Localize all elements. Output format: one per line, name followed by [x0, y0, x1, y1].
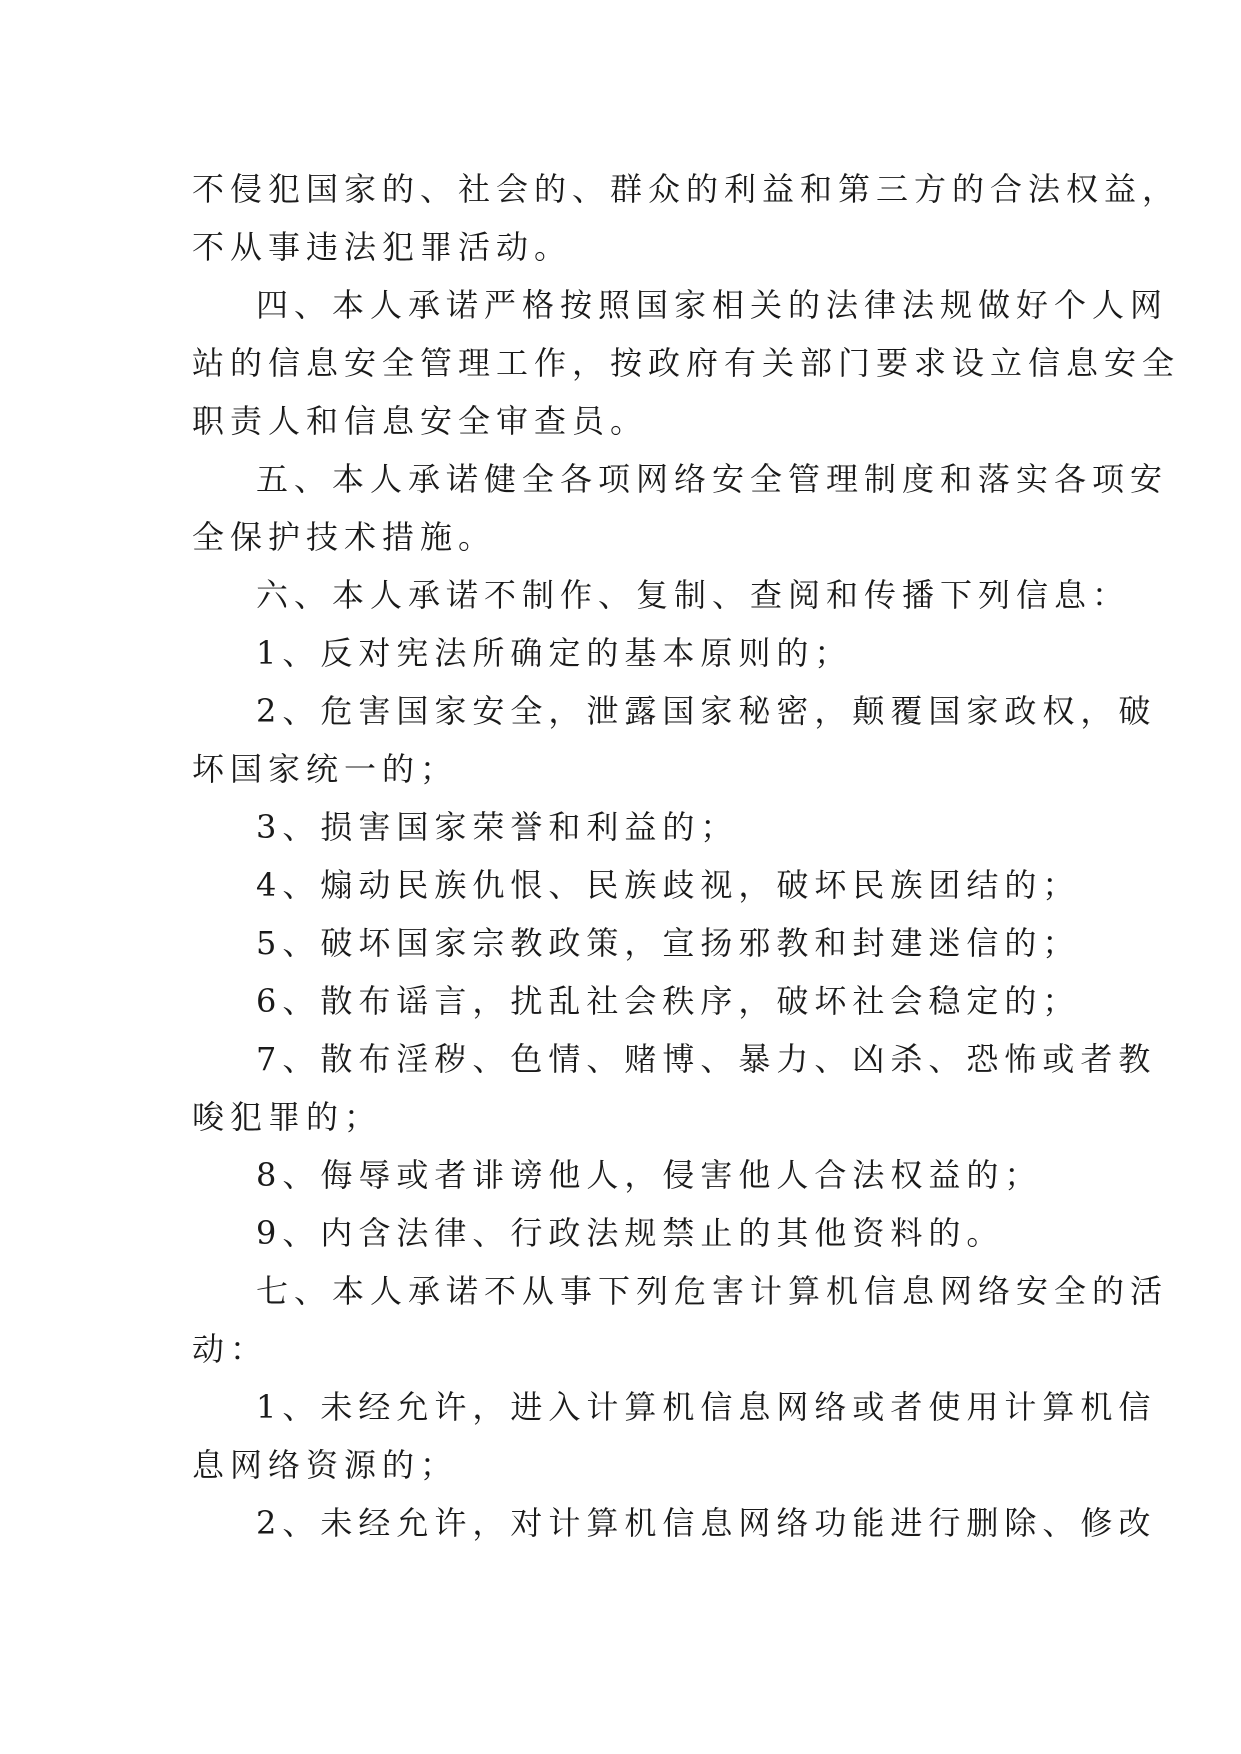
text-line: 动：	[192, 1330, 269, 1368]
text-line: 站的信息安全管理工作，按政府有关部门要求设立信息安全	[192, 344, 1181, 382]
text-line: 全保护技术措施。	[192, 518, 497, 556]
text-line: 坏国家统一的；	[192, 750, 459, 788]
text-line: 1、反对宪法所确定的基本原则的；	[256, 634, 853, 672]
text-line: 6、散布谣言，扰乱社会秩序，破坏社会稳定的；	[256, 982, 1081, 1020]
text-line: 职责人和信息安全审查员。	[192, 402, 649, 440]
text-line: 息网络资源的；	[192, 1446, 459, 1484]
text-line: 不侵犯国家的、社会的、群众的利益和第三方的合法权益，	[192, 170, 1181, 208]
text-line: 4、煽动民族仇恨、民族歧视，破坏民族团结的；	[256, 866, 1081, 904]
text-line: 2、危害国家安全，泄露国家秘密，颠覆国家政权，破	[256, 692, 1157, 730]
text-line: 3、损害国家荣誉和利益的；	[256, 808, 739, 846]
text-line: 9、内含法律、行政法规禁止的其他资料的。	[256, 1214, 1005, 1252]
text-line: 七、本人承诺不从事下列危害计算机信息网络安全的活	[256, 1272, 1169, 1310]
text-line: 五、本人承诺健全各项网络安全管理制度和落实各项安	[256, 460, 1169, 498]
text-line: 六、本人承诺不制作、复制、查阅和传播下列信息：	[256, 576, 1131, 614]
text-line: 不从事违法犯罪活动。	[192, 228, 573, 266]
document-body	[192, 160, 1181, 1552]
text-line: 2、未经允许，对计算机信息网络功能进行删除、修改	[256, 1504, 1157, 1542]
text-line: 唆犯罪的；	[192, 1098, 383, 1136]
text-line: 四、本人承诺严格按照国家相关的法律法规做好个人网	[256, 286, 1169, 324]
text-line: 7、散布淫秽、色情、赌博、暴力、凶杀、恐怖或者教	[256, 1040, 1157, 1078]
text-line: 1、未经允许，进入计算机信息网络或者使用计算机信	[256, 1388, 1157, 1426]
text-line: 5、破坏国家宗教政策，宣扬邪教和封建迷信的；	[256, 924, 1081, 962]
text-line: 8、侮辱或者诽谤他人，侵害他人合法权益的；	[256, 1156, 1043, 1194]
